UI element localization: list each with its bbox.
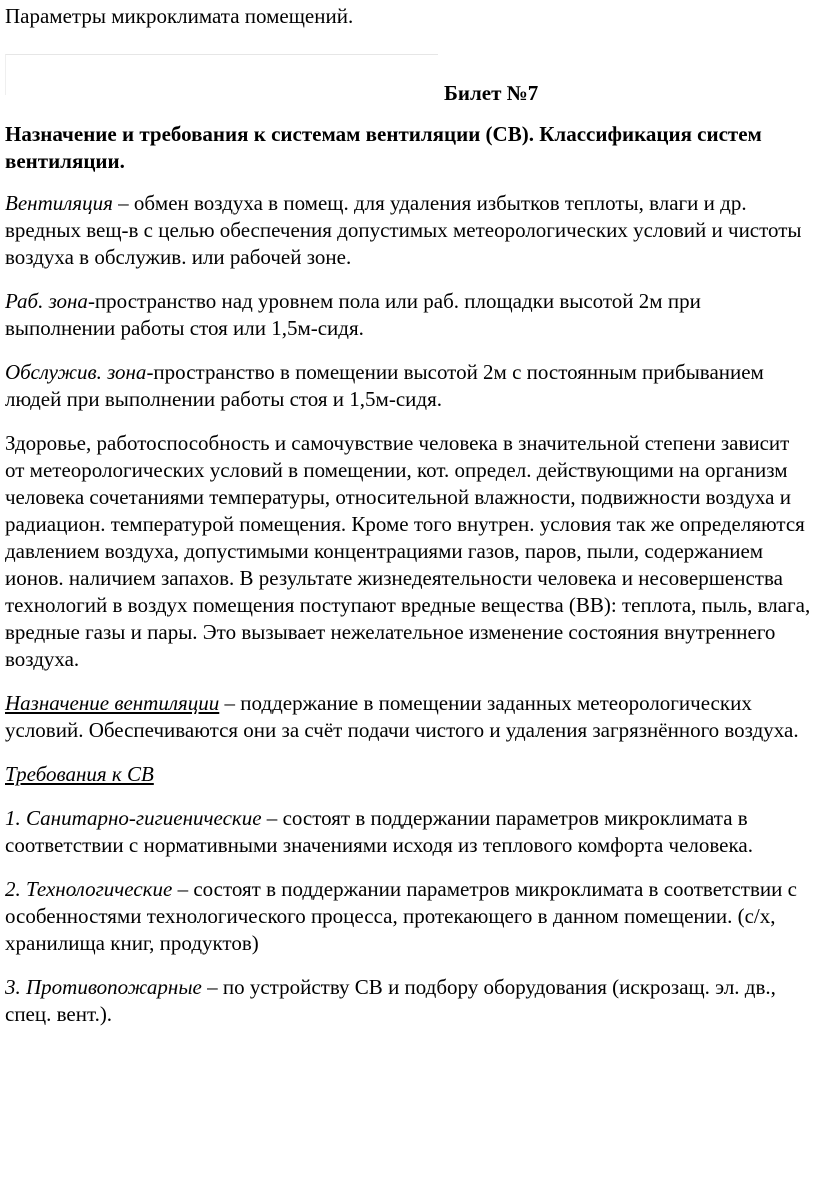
section-heading: Назначение и требования к системам вентиляции (СВ). Классификация систем вентиляции. [5, 122, 762, 173]
purpose-definition: – поддержание в помещении заданных метеорологических условий. Обеспечиваются они за счёт подачи чистого и удаления загрязнённого воздуха. [5, 691, 799, 742]
paragraph-purpose [5, 690, 811, 744]
term-purpose: Назначение вентиляции [5, 691, 220, 715]
paragraph-ventilation [5, 190, 811, 271]
requirement-sanitary-text: состоят в поддержании параметров микроклимата в соответствии с нормативными значениями исходя из теплового комфорта человека. [5, 806, 753, 857]
ticket-title: Билет №7 [444, 81, 539, 105]
requirements-heading [5, 761, 811, 788]
requirement-technological-text: состоят в поддержании параметров микроклимата в соответствии с особенностями технологического процесса, протекающего в данном помещении. (с/х, хранилища книг, продуктов) [5, 877, 797, 955]
requirement-fire-term: 3. Противопожарные [5, 975, 202, 999]
paragraph-work-zone [5, 288, 811, 342]
requirement-fire [5, 974, 811, 1028]
requirement-technological-term: 2. Технологические – [5, 877, 189, 901]
requirement-sanitary [5, 805, 811, 859]
term-ventilation: Вентиляция [5, 191, 113, 215]
term-work-zone: Раб. зона [5, 289, 88, 313]
empty-frame [5, 54, 438, 95]
term-service-zone: Обслужив. зона [5, 360, 147, 384]
ventilation-definition: – обмен воздуха в помещ. для удаления избытков теплоты, влаги и др. вредных вещ-в с целью обеспечения допустимых метеорологических условий и чистоты воздуха в обслужив. или рабочей зоне. [5, 191, 802, 269]
requirement-sanitary-term: 1. Санитарно-гигиенические – [5, 806, 278, 830]
requirement-technological [5, 876, 811, 957]
page-header-text: Параметры микроклимата помещений. [5, 4, 354, 28]
document-body [5, 121, 811, 1045]
service-zone-definition: -пространство в помещении высотой 2м с постоянным прибыванием людей при выполнении работы стоя и 1,5м-сидя. [5, 360, 764, 411]
paragraph-health: Здоровье, работоспособность и самочувствие человека в значительной степени зависит от метеорологических условий в помещении, кот. определ. действующими на организм человека сочетаниями температуры, относительной влажности, подвижности воздуха и радиацион. температурой помещения. Кроме того внутрен. условия так же определяются давлением воздуха, допустимыми концентрациями газов, паров, пыли, содержанием ионов. наличием запахов. В результате жизнедеятельности человека и несовершенства технологий в воздух помещения поступают вредные вещества (ВВ): теплота, пыль, влага, вредные газы и пары. Это вызывает нежелательное изменение состояния внутреннего воздуха. [5, 431, 811, 671]
paragraph-service-zone [5, 359, 811, 413]
requirement-fire-text: – по устройству СВ и подбору оборудования (искрозащ. эл. дв., спец. вент.). [5, 975, 776, 1026]
requirements-title: Требования к СВ [5, 762, 154, 786]
work-zone-definition: -пространство над уровнем пола или раб. площадки высотой 2м при выполнении работы стоя или 1,5м-сидя. [5, 289, 701, 340]
